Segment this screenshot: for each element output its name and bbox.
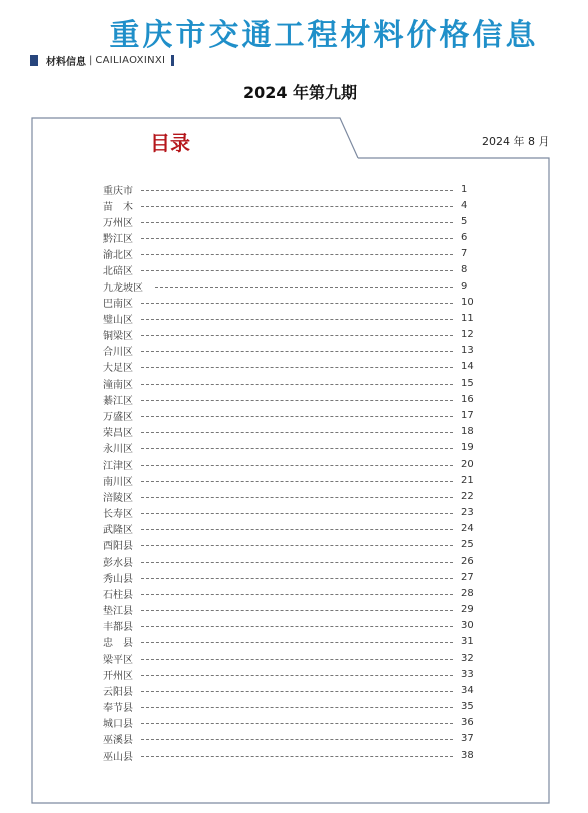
toc-entry-page: 23	[461, 507, 474, 519]
toc-entry-page: 9	[461, 280, 468, 292]
toc-entry-page: 37	[461, 733, 474, 745]
toc-entry-name: 秀山县	[103, 573, 133, 585]
toc-entry-page: 35	[461, 701, 474, 713]
toc-entry[interactable]	[103, 230, 483, 246]
toc-entry[interactable]	[103, 634, 483, 650]
toc-entry-name: 南川区	[103, 476, 133, 488]
toc-entry-name: 万盛区	[103, 411, 133, 423]
toc-entry-leader	[141, 562, 453, 563]
toc-entry-leader	[141, 238, 453, 239]
toc-entry[interactable]	[103, 472, 483, 488]
section-separator: |	[89, 54, 93, 66]
toc-entry-page: 1	[461, 183, 468, 195]
toc-entry-leader	[155, 287, 453, 288]
toc-entry[interactable]	[103, 715, 483, 731]
toc-entry-name: 垫江县	[103, 606, 133, 618]
toc-entry-leader	[141, 335, 453, 336]
toc-entry-page: 14	[461, 361, 474, 373]
toc-entry-name: 北碚区	[103, 266, 133, 278]
toc-entry[interactable]	[103, 213, 483, 229]
toc-entry[interactable]	[103, 391, 483, 407]
toc-entry[interactable]	[103, 537, 483, 553]
toc-entry-leader	[141, 529, 453, 530]
toc-entry-leader	[141, 497, 453, 498]
toc-entry-page: 8	[461, 264, 468, 276]
toc-entry-page: 27	[461, 571, 474, 583]
toc-entry-page: 26	[461, 555, 474, 567]
toc-entry-page: 11	[461, 312, 474, 324]
toc-entry-leader	[141, 206, 453, 207]
toc-entry-page: 19	[461, 442, 474, 454]
toc-entry[interactable]	[103, 359, 483, 375]
toc-entry-page: 25	[461, 539, 474, 551]
toc-entry[interactable]	[103, 521, 483, 537]
toc-entry[interactable]	[103, 375, 483, 391]
toc-entry-page: 7	[461, 248, 468, 260]
toc-entry[interactable]	[103, 618, 483, 634]
toc-entry[interactable]	[103, 731, 483, 747]
toc-entry-page: 13	[461, 345, 474, 357]
toc-entry[interactable]	[103, 246, 483, 262]
toc-entry[interactable]	[103, 294, 483, 310]
toc-entry-page: 4	[461, 199, 468, 211]
toc-entry[interactable]	[103, 585, 483, 601]
toc-entry[interactable]	[103, 504, 483, 520]
toc-list	[103, 181, 483, 763]
toc-entry[interactable]	[103, 343, 483, 359]
toc-entry[interactable]	[103, 553, 483, 569]
toc-entry-name: 九龙坡区	[103, 282, 143, 294]
toc-entry-leader	[141, 481, 453, 482]
toc-entry-leader	[141, 675, 453, 676]
toc-entry[interactable]	[103, 424, 483, 440]
toc-entry[interactable]	[103, 747, 483, 763]
toc-entry[interactable]	[103, 601, 483, 617]
toc-entry-leader	[141, 513, 453, 514]
toc-entry-name: 开州区	[103, 670, 133, 682]
toc-entry-name: 奉节县	[103, 703, 133, 715]
toc-entry-leader	[141, 384, 453, 385]
toc-entry-name: 巫溪县	[103, 735, 133, 747]
toc-entry-name: 城口县	[103, 719, 133, 731]
toc-entry-name: 荣昌区	[103, 428, 133, 440]
toc-entry-name: 合川区	[103, 347, 133, 359]
toc-entry-leader	[141, 351, 453, 352]
toc-entry-leader	[141, 448, 453, 449]
toc-entry-name: 苗 木	[103, 201, 133, 213]
toc-entry-leader	[141, 367, 453, 368]
toc-entry-leader	[141, 659, 453, 660]
toc-tab-outline	[32, 118, 358, 158]
toc-entry-page: 29	[461, 604, 474, 616]
toc-entry-page: 5	[461, 215, 468, 227]
toc-entry-leader	[141, 222, 453, 223]
toc-entry-page: 15	[461, 377, 474, 389]
toc-entry-leader	[141, 578, 453, 579]
toc-entry-page: 30	[461, 620, 474, 632]
toc-date: 2024 年 8 月	[482, 135, 550, 148]
toc-entry-name: 黔江区	[103, 234, 133, 246]
toc-entry-name: 永川区	[103, 444, 133, 456]
toc-entry-page: 17	[461, 409, 474, 421]
toc-entry-leader	[141, 254, 453, 255]
toc-entry-name: 万州区	[103, 217, 133, 229]
toc-entry-page: 28	[461, 587, 474, 599]
toc-entry-leader	[141, 303, 453, 304]
toc-entry-page: 21	[461, 474, 474, 486]
toc-entry-name: 石柱县	[103, 589, 133, 601]
toc-entry-page: 34	[461, 684, 474, 696]
toc-entry[interactable]	[103, 327, 483, 343]
toc-entry-name: 铜梁区	[103, 331, 133, 343]
toc-entry-leader	[141, 416, 453, 417]
toc-entry-name: 巫山县	[103, 751, 133, 763]
toc-entry[interactable]	[103, 488, 483, 504]
toc-entry[interactable]	[103, 262, 483, 278]
toc-entry-name: 璧山区	[103, 314, 133, 326]
toc-entry-page: 20	[461, 458, 474, 470]
toc-entry-leader	[141, 432, 453, 433]
toc-entry-leader	[141, 465, 453, 466]
toc-entry-name: 武隆区	[103, 525, 133, 537]
toc-entry-leader	[141, 270, 453, 271]
toc-entry[interactable]	[103, 650, 483, 666]
toc-entry-page: 38	[461, 749, 474, 761]
toc-entry[interactable]	[103, 440, 483, 456]
toc-entry-page: 10	[461, 296, 474, 308]
toc-entry[interactable]	[103, 699, 483, 715]
toc-entry-leader	[141, 190, 453, 191]
toc-entry-name: 渝北区	[103, 250, 133, 262]
toc-entry[interactable]	[103, 682, 483, 698]
toc-entry-name: 涪陵区	[103, 492, 133, 504]
toc-entry[interactable]	[103, 456, 483, 472]
toc-entry-page: 12	[461, 329, 474, 341]
toc-entry-name: 酉阳县	[103, 541, 133, 553]
toc-entry-name: 丰都县	[103, 622, 133, 634]
toc-entry[interactable]	[103, 278, 483, 294]
toc-entry-page: 24	[461, 523, 474, 535]
toc-entry-name: 江津区	[103, 460, 133, 472]
toc-entry[interactable]	[103, 407, 483, 423]
toc-entry[interactable]	[103, 181, 483, 197]
toc-entry-leader	[141, 642, 453, 643]
toc-entry-page: 33	[461, 668, 474, 680]
publication-title: 重庆市交通工程材料价格信息	[109, 18, 539, 53]
toc-entry-leader	[141, 545, 453, 546]
toc-entry-leader	[141, 723, 453, 724]
toc-entry-page: 22	[461, 490, 474, 502]
toc-title: 目录	[150, 131, 190, 155]
toc-entry-name: 大足区	[103, 363, 133, 375]
toc-entry-leader	[141, 739, 453, 740]
toc-entry-page: 16	[461, 393, 474, 405]
toc-entry-page: 31	[461, 636, 474, 648]
toc-entry-leader	[141, 691, 453, 692]
toc-entry-leader	[141, 319, 453, 320]
toc-entry-name: 重庆市	[103, 185, 133, 197]
toc-entry-leader	[141, 626, 453, 627]
toc-entry-page: 18	[461, 426, 474, 438]
toc-entry-page: 36	[461, 717, 474, 729]
toc-entry-name: 綦江区	[103, 395, 133, 407]
toc-entry-leader	[141, 610, 453, 611]
toc-entry-name: 彭水县	[103, 557, 133, 569]
toc-entry-leader	[141, 400, 453, 401]
toc-entry-name: 梁平区	[103, 654, 133, 666]
toc-entry[interactable]	[103, 310, 483, 326]
toc-entry-page: 32	[461, 652, 474, 664]
issue-number: 2024 年第九期	[242, 83, 358, 102]
toc-entry-name: 云阳县	[103, 686, 133, 698]
toc-entry[interactable]	[103, 197, 483, 213]
section-label-en: CAILIAOXINXI	[95, 54, 166, 66]
toc-entry-name: 巴南区	[103, 298, 133, 310]
toc-entry[interactable]	[103, 666, 483, 682]
toc-entry-leader	[141, 756, 453, 757]
toc-entry-leader	[141, 707, 453, 708]
toc-entry-name: 忠 县	[103, 638, 133, 650]
toc-entry-name: 长寿区	[103, 509, 133, 521]
toc-entry-name: 潼南区	[103, 379, 133, 391]
toc-entry-leader	[141, 594, 453, 595]
section-label-cn: 材料信息	[46, 56, 86, 68]
toc-entry[interactable]	[103, 569, 483, 585]
toc-entry-page: 6	[461, 232, 468, 244]
